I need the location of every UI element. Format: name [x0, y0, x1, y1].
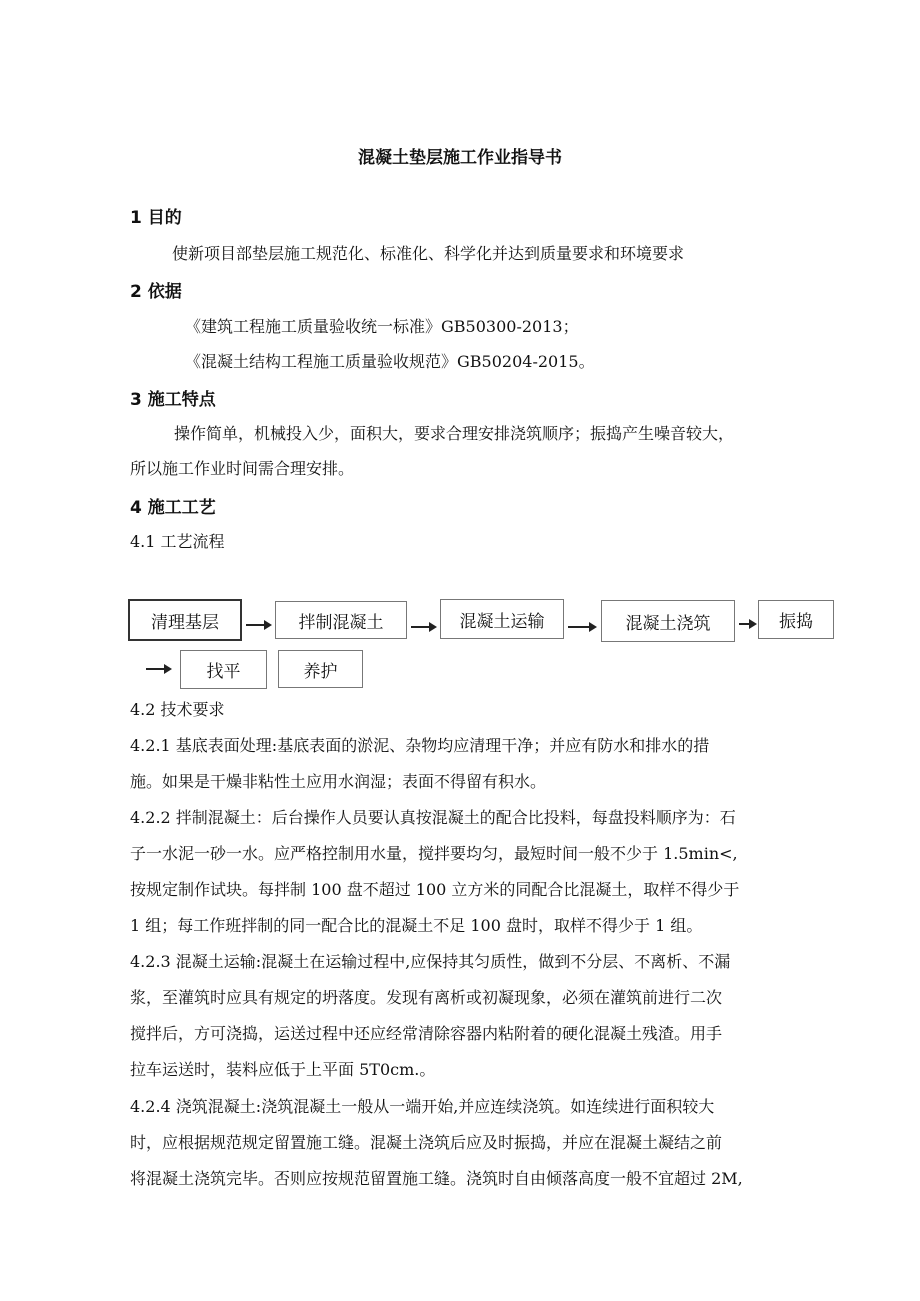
section-1-heading: 1 目的: [130, 208, 182, 228]
flow-step-level: 找平: [180, 650, 267, 689]
flow-arrow: [411, 626, 435, 628]
flow-arrow: [146, 668, 170, 670]
flow-step-mix-concrete: 拌制混凝土: [275, 601, 407, 639]
paragraph-4-2-4-line: 时，应根据规范规定留置施工缝。混凝土浇筑后应及时振捣，并应在混凝土凝结之前: [130, 1133, 723, 1152]
section-3-heading: 3 施工特点: [130, 390, 216, 410]
section-2-heading: 2 依据: [130, 282, 182, 302]
paragraph-4-2-2-line: 子一水泥一砂一水。应严格控制用水量，搅拌要均匀，最短时间一般不少于 1.5min<,: [130, 844, 738, 863]
subsection-4-1-heading: 4.1 工艺流程: [130, 532, 225, 551]
flow-arrow: [246, 624, 270, 626]
section-3-line-1: 操作简单，机械投入少，面积大，要求合理安排浇筑顺序；振捣产生噪音较大，: [174, 424, 735, 443]
paragraph-4-2-1-line: 施。如果是干燥非粘性土应用水润湿；表面不得留有积水。: [130, 772, 547, 791]
flow-step-cure: 养护: [278, 650, 363, 688]
flow-step-pour-concrete: 混凝土浇筑: [601, 600, 735, 642]
paragraph-4-2-4-line: 将混凝土浇筑完毕。否则应按规范留置施工缝。浇筑时自由倾落高度一般不宜超过 2M,: [130, 1169, 743, 1188]
paragraph-4-2-2-line: 1 组；每工作班拌制的同一配合比的混凝土不足 100 盘时，取样不得少于 1 组。: [130, 916, 703, 935]
paragraph-4-2-3-line: 拉车运送时，装料应低于上平面 5T0cm.。: [130, 1060, 436, 1079]
paragraph-4-2-2-line: 4.2.2 拌制混凝土：后台操作人员要认真按混凝土的配合比投料，每盘投料顺序为：石: [130, 808, 736, 827]
flow-arrow: [568, 626, 595, 628]
section-3-line-2: 所以施工作业时间需合理安排。: [130, 459, 355, 478]
flow-arrow: [739, 623, 755, 625]
paragraph-4-2-2-line: 按规定制作试块。每拌制 100 盘不超过 100 立方米的同配合比混凝土，取样不得少于: [130, 880, 740, 899]
section-4-heading: 4 施工工艺: [130, 498, 216, 518]
flow-step-vibrate: 振捣: [758, 600, 834, 639]
reference-1: 《建筑工程施工质量验收统一标准》GB50300-2013；: [185, 317, 579, 336]
flow-step-clean-base: 清理基层: [128, 599, 242, 641]
paragraph-4-2-3-line: 4.2.3 混凝土运输:混凝土在运输过程中,应保持其匀质性，做到不分层、不离析、不漏: [130, 952, 731, 971]
paragraph-4-2-4-line: 4.2.4 浇筑混凝土:浇筑混凝土一般从一端开始,并应连续浇筑。如连续进行面积较大: [130, 1097, 715, 1116]
subsection-4-2-heading: 4.2 技术要求: [130, 700, 225, 719]
flow-step-transport-concrete: 混凝土运输: [440, 599, 564, 639]
reference-2: 《混凝土结构工程施工质量验收规范》GB50204-2015。: [185, 352, 595, 371]
section-1-text: 使新项目部垫层施工规范化、标准化、科学化并达到质量要求和环境要求: [172, 244, 685, 263]
paragraph-4-2-3-line: 搅拌后，方可浇捣，运送过程中还应经常清除容器内粘附着的硬化混凝土残渣。用手: [130, 1024, 723, 1043]
paragraph-4-2-3-line: 浆，至灌筑时应具有规定的坍落度。发现有离析或初凝现象，必须在灌筑前进行二次: [130, 988, 723, 1007]
document-title: 混凝土垫层施工作业指导书: [358, 148, 562, 168]
paragraph-4-2-1-line: 4.2.1 基底表面处理:基底表面的淤泥、杂物均应清理干净；并应有防水和排水的措: [130, 736, 710, 755]
